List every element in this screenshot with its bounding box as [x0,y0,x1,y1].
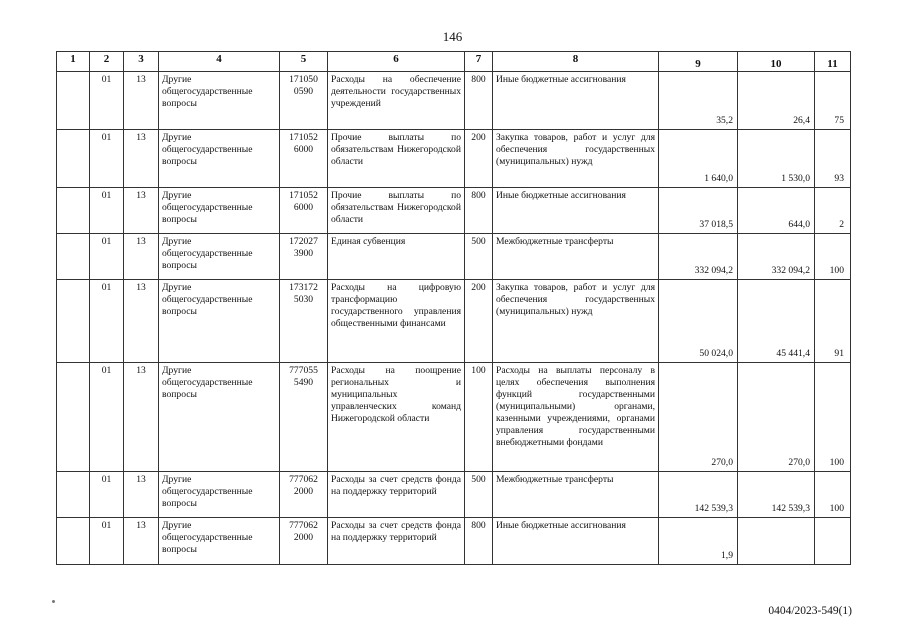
cell-col1 [57,234,90,280]
cell-expense-type-name: Межбюджетные трансферты [493,472,659,518]
cell-expense-type-name: Иные бюджетные ассигнования [493,188,659,234]
cell-expense-name: Расходы за счет средств фонда на поддержку территорий [328,518,465,565]
cell-col1 [57,363,90,472]
cell-expense-type-name: Закупка товаров, работ и услуг для обеспечения государственных (муниципальных) нужд [493,130,659,188]
cell-executed: 644,0 [738,188,815,234]
cell-executed: 142 539,3 [738,472,815,518]
cell-target-code: 171050 0590 [280,72,328,130]
cell-planned: 270,0 [659,363,738,472]
cell-section: 01 [90,280,124,363]
cell-planned: 332 094,2 [659,234,738,280]
cell-planned: 1 640,0 [659,130,738,188]
table-row [57,518,851,565]
table-row [57,363,851,472]
cell-section: 01 [90,72,124,130]
column-header: 11 [815,52,851,72]
cell-expense-name: Единая субвенция [328,234,465,280]
cell-subsection: 13 [124,518,159,565]
column-header: 2 [90,52,124,72]
cell-percent: 2 [815,188,851,234]
cell-target-code: 171052 6000 [280,130,328,188]
cell-percent: 93 [815,130,851,188]
cell-expense-type-code: 800 [465,188,493,234]
cell-expense-name: Прочие выплаты по обязательствам Нижегородской области [328,188,465,234]
cell-subsection: 13 [124,280,159,363]
cell-section-name: Другие общегосударственные вопросы [159,188,280,234]
cell-expense-name: Расходы на цифровую трансформацию государственного управления общественными финансами [328,280,465,363]
cell-percent: 75 [815,72,851,130]
cell-target-code: 172027 3900 [280,234,328,280]
cell-subsection: 13 [124,130,159,188]
cell-expense-type-name: Иные бюджетные ассигнования [493,72,659,130]
cell-executed: 1 530,0 [738,130,815,188]
cell-percent: 100 [815,363,851,472]
cell-planned: 1,9 [659,518,738,565]
cell-col1 [57,72,90,130]
column-header: 5 [280,52,328,72]
cell-section-name: Другие общегосударственные вопросы [159,130,280,188]
cell-col1 [57,280,90,363]
cell-subsection: 13 [124,188,159,234]
cell-section-name: Другие общегосударственные вопросы [159,363,280,472]
cell-executed: 270,0 [738,363,815,472]
cell-expense-name: Расходы за счет средств фонда на поддержку территорий [328,472,465,518]
cell-executed: 45 441,4 [738,280,815,363]
cell-executed: 332 094,2 [738,234,815,280]
cell-section: 01 [90,188,124,234]
cell-section: 01 [90,363,124,472]
cell-section: 01 [90,472,124,518]
cell-expense-name: Прочие выплаты по обязательствам Нижегородской области [328,130,465,188]
cell-section-name: Другие общегосударственные вопросы [159,280,280,363]
cell-col1 [57,130,90,188]
cell-planned: 50 024,0 [659,280,738,363]
cell-target-code: 173172 5030 [280,280,328,363]
cell-subsection: 13 [124,363,159,472]
cell-percent: 100 [815,234,851,280]
cell-expense-type-name: Иные бюджетные ассигнования [493,518,659,565]
table-row [57,72,851,130]
table-row [57,188,851,234]
cell-planned: 142 539,3 [659,472,738,518]
cell-section: 01 [90,518,124,565]
cell-expense-type-code: 100 [465,363,493,472]
column-header: 7 [465,52,493,72]
cell-col1 [57,518,90,565]
column-header: 4 [159,52,280,72]
cell-section-name: Другие общегосударственные вопросы [159,72,280,130]
cell-section-name: Другие общегосударственные вопросы [159,472,280,518]
cell-planned: 35,2 [659,72,738,130]
column-header: 9 [659,52,738,72]
cell-section: 01 [90,234,124,280]
budget-table [56,51,851,565]
cell-section-name: Другие общегосударственные вопросы [159,234,280,280]
cell-percent [815,518,851,565]
cell-executed [738,518,815,565]
cell-target-code: 777062 2000 [280,518,328,565]
cell-percent: 91 [815,280,851,363]
table-row [57,472,851,518]
cell-percent: 100 [815,472,851,518]
cell-expense-type-code: 200 [465,280,493,363]
table-row [57,234,851,280]
cell-subsection: 13 [124,72,159,130]
cell-section-name: Другие общегосударственные вопросы [159,518,280,565]
column-header: 8 [493,52,659,72]
page-number: 146 [442,29,463,44]
cell-subsection: 13 [124,472,159,518]
table-row [57,280,851,363]
cell-expense-type-name: Межбюджетные трансферты [493,234,659,280]
cell-target-code: 777062 2000 [280,472,328,518]
cell-target-code: 171052 6000 [280,188,328,234]
column-header: 1 [57,52,90,72]
cell-executed: 26,4 [738,72,815,130]
cell-expense-type-code: 500 [465,472,493,518]
cell-subsection: 13 [124,234,159,280]
cell-expense-name: Расходы на поощрение региональных и муниципальных управленческих команд Нижегородской области [328,363,465,472]
cell-expense-type-code: 200 [465,130,493,188]
cell-expense-name: Расходы на обеспечение деятельности государственных учреждений [328,72,465,130]
cell-expense-type-code: 800 [465,518,493,565]
cell-section: 01 [90,130,124,188]
cell-expense-type-name: Расходы на выплаты персоналу в целях обеспечения выполнения функций государственными (муниципальными) органами, казенными учреждениями, органами управления государственными внебюджетными фондами [493,363,659,472]
table-row [57,130,851,188]
column-header: 3 [124,52,159,72]
cell-col1 [57,472,90,518]
cell-expense-type-code: 500 [465,234,493,280]
cell-expense-type-code: 800 [465,72,493,130]
cell-expense-type-name: Закупка товаров, работ и услуг для обеспечения государственных (муниципальных) нужд [493,280,659,363]
header-row [57,52,851,72]
cell-planned: 37 018,5 [659,188,738,234]
document-code: 0404/2023-549(1) [768,605,852,617]
column-header: 6 [328,52,465,72]
cell-col1 [57,188,90,234]
column-header: 10 [738,52,815,72]
cell-target-code: 777055 5490 [280,363,328,472]
scan-mark [52,600,55,603]
